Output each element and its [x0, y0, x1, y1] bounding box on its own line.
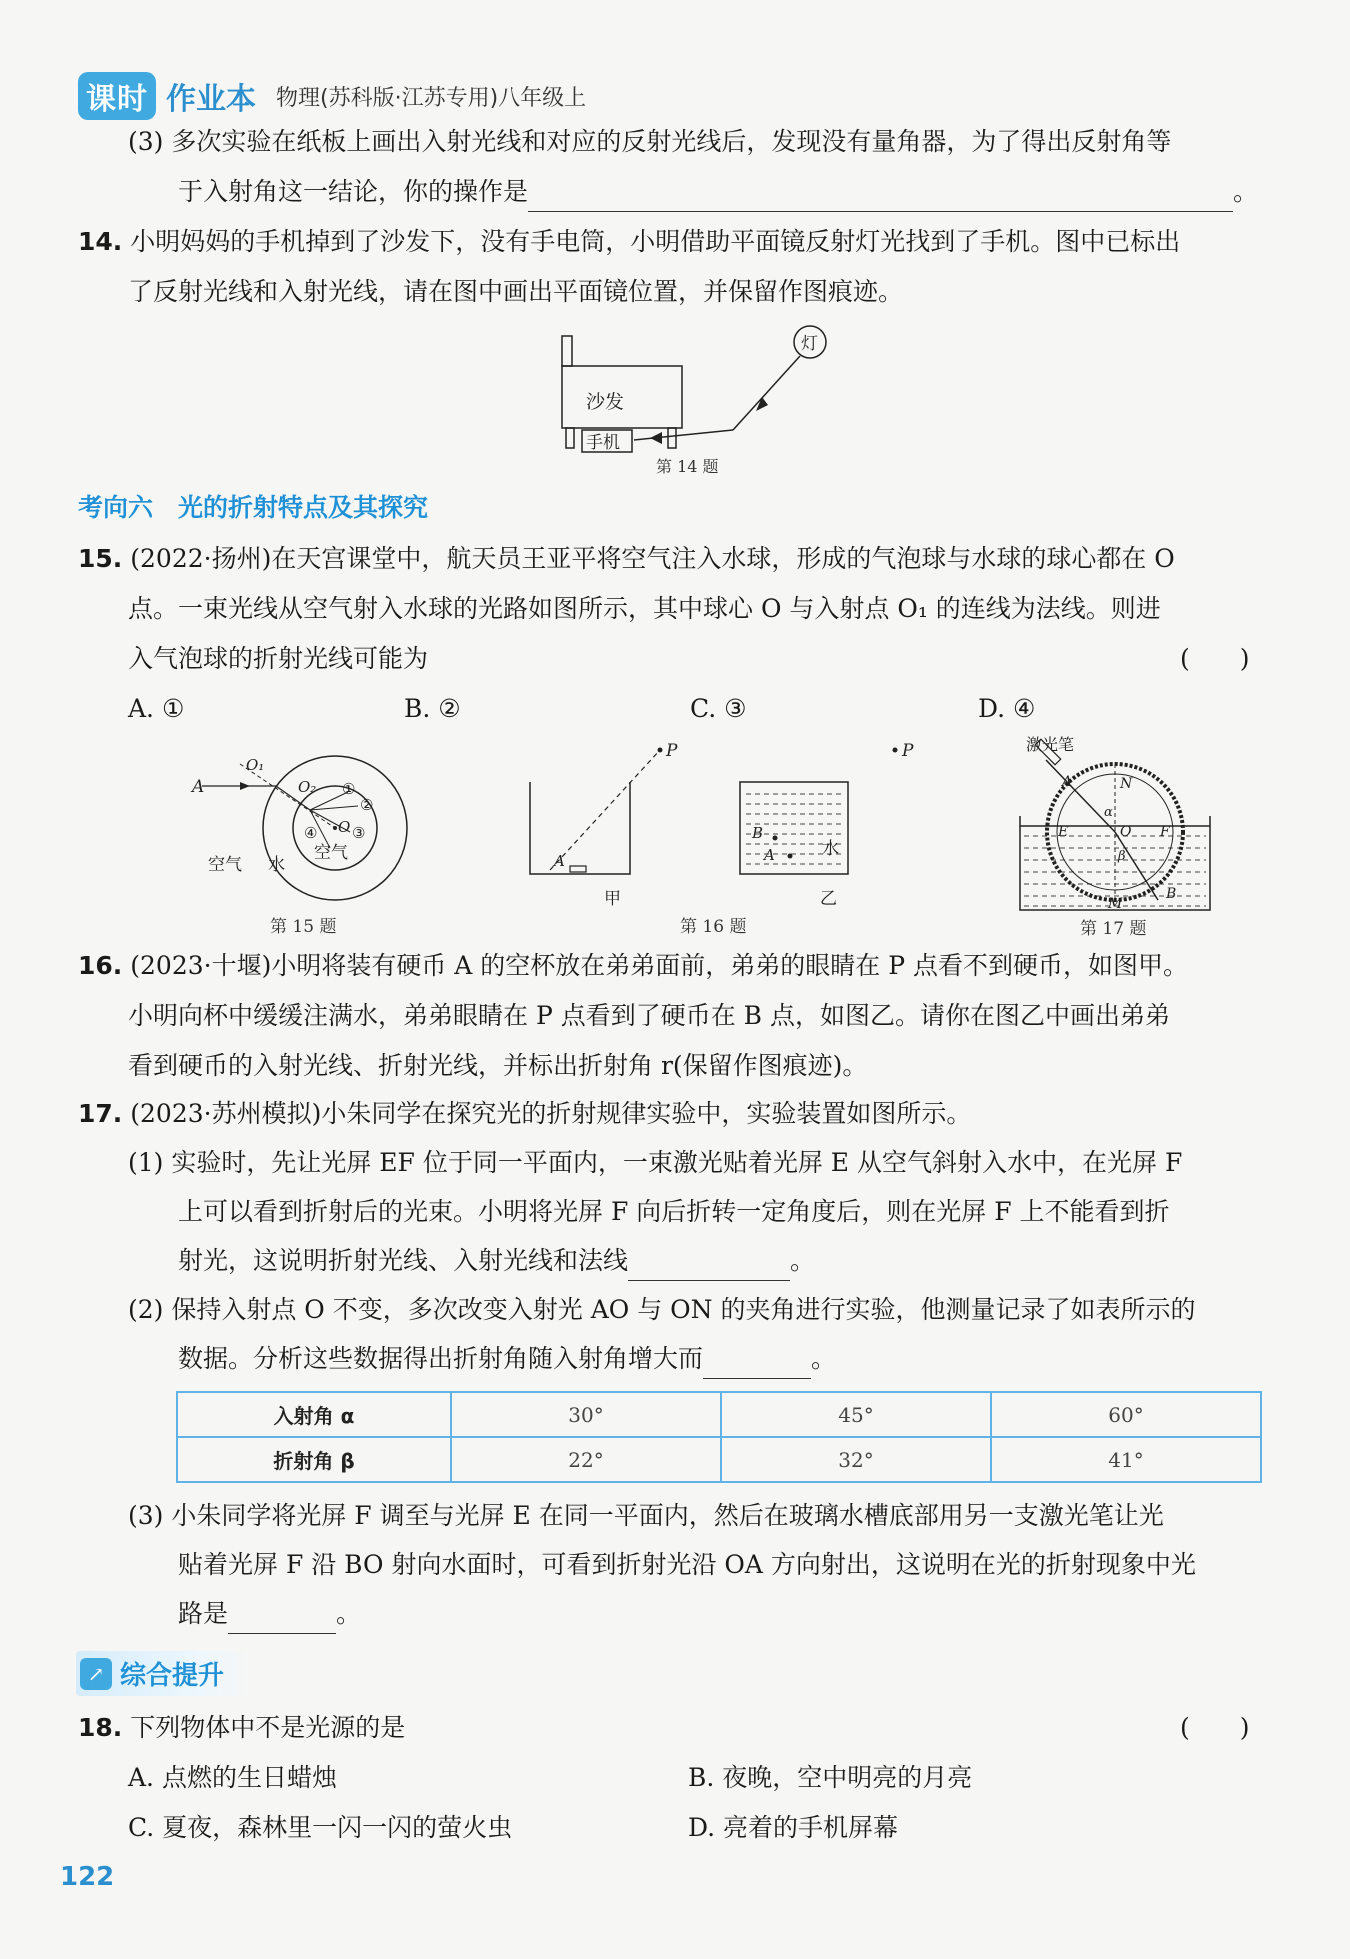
sofa-leg [566, 428, 574, 448]
period: 。 [811, 1344, 837, 1373]
point-b [773, 836, 778, 841]
q16-line2: 小明向杯中缓缓注满水，弟弟眼睛在 P 点看到了硬币在 B 点，如图乙。请你在图乙中画出弟弟 [128, 1001, 1170, 1030]
q17-part3-line2: 贴着光屏 F 沿 BO 射向水面时，可看到折射光沿 OA 方向射出，这说明在光的折射现象中光 [178, 1550, 1196, 1579]
figure-caption: 第 17 题 [1080, 919, 1147, 939]
q17-part2-text: 数据。分析这些数据得出折射角随入射角增大而 [178, 1344, 704, 1373]
q15-option-a[interactable]: A. ① [128, 694, 185, 723]
q14-line2: 了反射光线和入射光线，请在图中画出平面镜位置，并保留作图痕迹。 [128, 277, 904, 306]
brand-name: 作业本 [166, 82, 256, 117]
q15-text-1: (2022·扬州)在天宫课堂中，航天员王亚平将空气注入水球，形成的气泡球与水球的球心都在 O [130, 544, 1175, 573]
q15-option-b[interactable]: B. ② [404, 694, 461, 723]
q15-line3: 入气泡球的折射光线可能为 [128, 644, 429, 673]
q14-figure [550, 320, 850, 480]
label-jia: 甲 [604, 889, 621, 909]
page-header [78, 72, 586, 120]
q18-option-d[interactable]: D. 亮着的手机屏幕 [688, 1813, 899, 1842]
answer-blank[interactable] [628, 1252, 790, 1281]
point-p [658, 748, 663, 753]
label-2: ② [360, 796, 374, 814]
table-row-header: 折射角 β [177, 1437, 451, 1482]
period: 。 [790, 1246, 816, 1275]
label-b: B [752, 824, 764, 842]
figure-caption: 第 15 题 [270, 917, 337, 937]
table-cell: 60° [991, 1392, 1261, 1437]
q17-part3-text: 路是 [178, 1599, 229, 1628]
point-a [788, 854, 793, 859]
table-row [177, 1437, 1261, 1482]
period: 。 [336, 1599, 362, 1628]
label-a: A [1062, 774, 1073, 790]
center-point [333, 826, 337, 830]
q17-part1-line1: (1) 实验时，先让光屏 EF 位于同一平面内，一束激光贴着光屏 E 从空气斜射入水中，在光屏 F [128, 1148, 1183, 1177]
q17-figure [1010, 736, 1220, 940]
question-number: 17. [78, 1099, 123, 1128]
q17-line1 [78, 1094, 971, 1134]
ray-arrow [650, 432, 662, 444]
label-m: M [1108, 896, 1123, 912]
q16-line1 [78, 946, 1188, 986]
q14-line1 [78, 222, 1180, 262]
phone-label: 手机 [586, 433, 620, 453]
q17-part2-line1: (2) 保持入射点 O 不变，多次改变入射光 AO 与 ON 的夹角进行实验，他测量记录了如表所示的 [128, 1295, 1196, 1324]
label-3: ③ [352, 824, 366, 842]
label-o: O [338, 818, 351, 836]
q17-part3-line1: (3) 小朱同学将光屏 F 调至与光屏 E 在同一平面内，然后在玻璃水槽底部用另一支激光笔让光 [128, 1501, 1164, 1530]
label-a: A [192, 777, 205, 797]
sofa-armrest [562, 336, 572, 366]
question-number: 18. [78, 1713, 123, 1742]
q17-part1-text: 射光，这说明折射光线、入射光线和法线 [178, 1246, 629, 1275]
answer-parentheses[interactable]: ( ) [1180, 1713, 1250, 1742]
q16-text-1: (2023·十堰)小明将装有硬币 A 的空杯放在弟弟面前，弟弟的眼睛在 P 点看不到硬币，如图甲。 [130, 951, 1188, 980]
table-cell: 22° [451, 1437, 721, 1482]
label-beta: β [1118, 849, 1126, 864]
answer-blank[interactable] [703, 1350, 811, 1379]
question-number: 16. [78, 951, 123, 980]
q17-part2-line2 [178, 1339, 836, 1379]
answer-blank[interactable] [528, 183, 1233, 212]
label-water: 水 [822, 839, 839, 859]
q15-figure [180, 740, 440, 940]
label-e: E [1058, 824, 1069, 840]
label-o: O [1120, 824, 1132, 840]
sofa-leg [668, 428, 676, 448]
label-outer-air: 空气 [208, 855, 242, 875]
q18-option-a[interactable]: A. 点燃的生日蜡烛 [128, 1763, 337, 1792]
sofa-label: 沙发 [586, 391, 625, 413]
ray-arrow [756, 397, 768, 411]
answer-blank[interactable] [228, 1605, 336, 1634]
label-alpha: α [1104, 805, 1113, 820]
label-inner-air: 空气 [314, 843, 348, 863]
label-4: ④ [304, 824, 318, 842]
section-title: 考向六 光的折射特点及其探究 [78, 493, 429, 522]
incident-ray [733, 356, 800, 430]
period: 。 [1233, 177, 1259, 206]
angle-data-table [176, 1391, 1262, 1483]
empty-cup [530, 782, 630, 874]
table-cell: 45° [721, 1392, 991, 1437]
q17-part3-line3 [178, 1594, 361, 1634]
q17-text-1: (2023·苏州模拟)小朱同学在探究光的折射规律实验中，实验装置如图所示。 [130, 1099, 972, 1128]
q17-part1-line3 [178, 1241, 815, 1281]
q14-text-1: 小明妈妈的手机掉到了沙发下，没有手电筒，小明借助平面镜反射灯光找到了手机。图中已标出 [130, 227, 1181, 256]
q15-line2: 点。一束光线从空气射入水球的光路如图所示，其中球心 O 与入射点 O₁ 的连线为法线。则进 [128, 594, 1161, 623]
label-a: A [554, 852, 565, 870]
chart-up-icon: ↗ [80, 1658, 112, 1690]
label-o2: O₂ [298, 778, 317, 796]
table-row-header: 入射角 α [177, 1392, 451, 1437]
q15-option-c[interactable]: C. ③ [690, 694, 747, 723]
coin [570, 866, 586, 872]
q13-part3-line1: (3) 多次实验在纸板上画出入射光线和对应的反射光线后，发现没有量角器，为了得出反射角等 [128, 127, 1172, 156]
q18-option-c[interactable]: C. 夏夜，森林里一闪一闪的萤火虫 [128, 1813, 513, 1842]
table-row [177, 1392, 1261, 1437]
book-subtitle: 物理(苏科版·江苏专用)八年级上 [276, 85, 587, 111]
section-banner-title: 综合提升 [120, 1661, 225, 1691]
label-f: F [1160, 824, 1170, 840]
label-o1: O₁ [246, 756, 265, 774]
question-number: 15. [78, 544, 123, 573]
point-p [893, 748, 898, 753]
q13-part3-line2 [178, 172, 1258, 212]
q18-text: 下列物体中不是光源的是 [130, 1713, 406, 1742]
q18-stem [78, 1708, 405, 1748]
q17-part1-line2: 上可以看到折射后的光束。小明将光屏 F 向后折转一定角度后，则在光屏 F 上不能看到折 [178, 1197, 1170, 1226]
label-p: P [902, 741, 914, 761]
figure-caption: 第 16 题 [680, 917, 747, 937]
section-banner [76, 1651, 254, 1696]
label-1: ① [342, 780, 356, 798]
q15-line1 [78, 539, 1175, 579]
label-laser: 激光笔 [1026, 736, 1075, 754]
q15-option-d[interactable]: D. ④ [978, 694, 1036, 723]
label-n: N [1120, 776, 1133, 792]
label-water: 水 [268, 855, 285, 875]
q16-figure [510, 740, 940, 940]
figure-caption: 第 14 题 [656, 457, 719, 476]
q18-option-b[interactable]: B. 夜晚，空中明亮的月亮 [688, 1763, 973, 1792]
question-number: 14. [78, 227, 123, 256]
table-cell: 30° [451, 1392, 721, 1437]
table-cell: 41° [991, 1437, 1261, 1482]
brand-badge: 课时 [78, 72, 156, 120]
label-a: A [764, 846, 775, 864]
table-cell: 32° [721, 1437, 991, 1482]
lamp-label: 灯 [801, 334, 818, 354]
reflected-ray [634, 430, 733, 440]
ray-arrow [240, 782, 250, 790]
label-p: P [666, 741, 678, 761]
sight-line [550, 750, 660, 870]
q16-line3: 看到硬币的入射光线、折射光线，并标出折射角 r(保留作图痕迹)。 [128, 1051, 868, 1080]
answer-parentheses[interactable]: ( ) [1180, 644, 1250, 673]
q13-part3-text: 于入射角这一结论，你的操作是 [178, 177, 529, 206]
page-number: 122 [60, 1862, 115, 1892]
label-yi: 乙 [820, 889, 837, 909]
label-b: B [1166, 886, 1177, 902]
